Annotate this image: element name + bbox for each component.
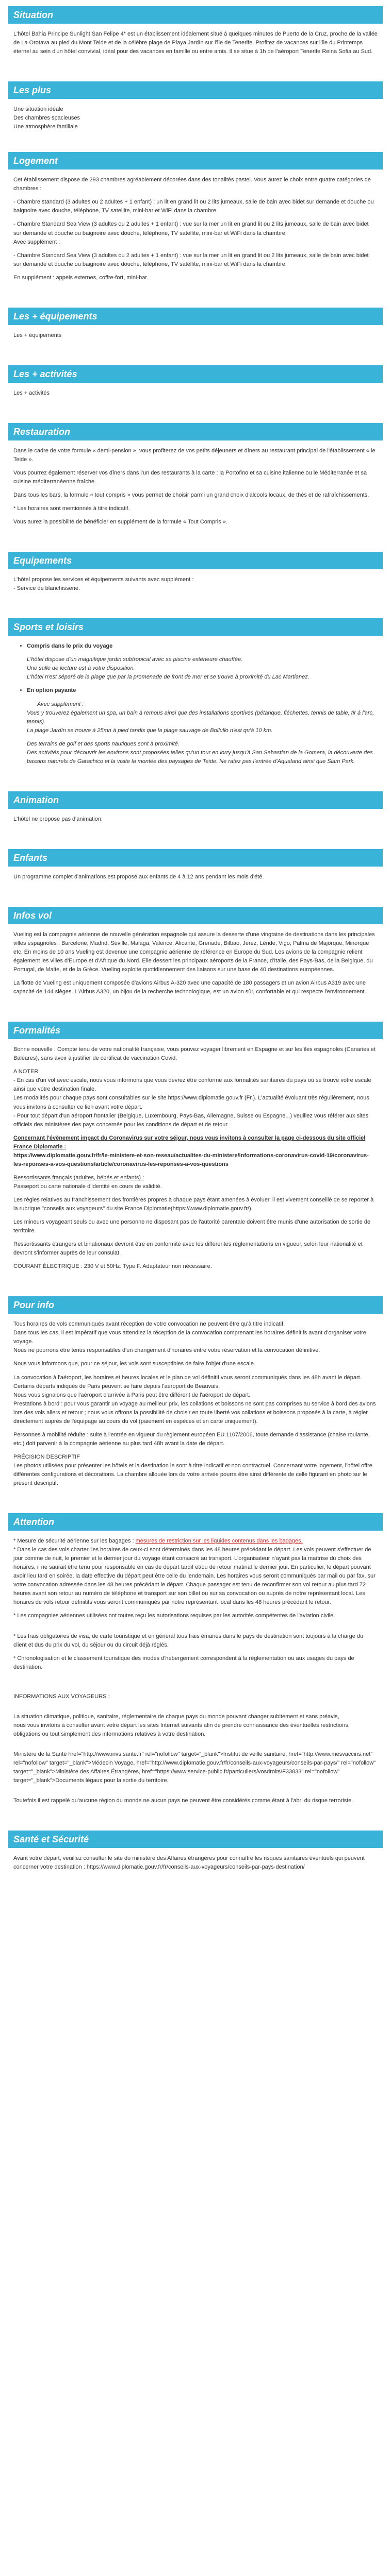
section-header-logement: Logement xyxy=(8,152,383,170)
covid-info-link[interactable]: https://www.diplomatie.gouv.fr/fr/le-ministere-et-son-reseau/actualites-du-ministere/informations-coronavirus-covid-19/coronavirus-les-reponses-a-vos-questions/article/coronavirus-les-reponses-a-vos-questions xyxy=(13,1152,369,1167)
section-body-plus-equipements xyxy=(8,325,383,352)
paragraph: Cet établissement dispose de 293 chambres agréablement décorées dans des tonalités pastel. Vous aurez le choix entre quatre catégories de chambres : xyxy=(13,177,371,192)
section-header-formalites: Formalités xyxy=(8,1022,383,1039)
paragraph: - Pour tout départ d'un aéroport frontalier (Belgique, Luxembourg, Pays-Bas, Allemagne, Suisse ou Espagne...) veuillez vous référer aux sites officiels des ministères des pays concernés pour les conditions de départ et de retour. xyxy=(13,1112,369,1128)
paragraph: - Service de blanchisserie. xyxy=(13,585,80,592)
section-body-formalites xyxy=(8,1039,383,1283)
bullet-heading: • En option payante xyxy=(27,686,378,695)
bullet-list xyxy=(13,642,378,651)
paragraph: L'hôtel dispose d'un magnifique jardin subtropical avec sa piscine extérieure chauffée. xyxy=(27,656,243,663)
paragraph: Des terrains de golf et des sports nautiques sont à proximité. xyxy=(27,740,180,747)
paragraph: PRÉCISION DESCRIPTIF xyxy=(13,1453,80,1460)
paragraph: Les + activités xyxy=(13,389,50,396)
paragraph: - Chambre standard (3 adultes ou 2 adultes + 1 enfant) : un lit en grand lit ou 2 lits jumeaux, salle de bain avec bidet sur demande et douche ou baignoire avec douche, téléphone, TV satellite, mini-bar et WiFi dans la chambre. xyxy=(13,199,374,214)
paragraph: Les + équipements xyxy=(13,332,62,338)
useful-links[interactable]: Ministère de la Santé href="http://www.invs.sante.fr" rel="nofollow" target="_blank">Institut de veille sanitaire, href="http://www.mesvaccins.net" rel="nofollow" target="_blank">Médecin Voyage, href="http://www.diplomatie.gouv.fr/fr/conseils-aux-voyageurs/conseils-par-pays/" rel="nofollow" target="_blank">Ministère des Affaires Étrangères, href="https://www.service-public.fr/particuliers/vosdroits/F33833" rel="nofollow" target="_blank">Documents légaux pour la sortie du territoire. xyxy=(13,1751,376,1784)
paragraph: Dans tous les cas, il est impératif que vous attendiez la réception de la convocation comprenant les horaires définitifs avant d'organiser votre voyage. xyxy=(13,1330,366,1345)
section-header-pour-info: Pour info xyxy=(8,1296,383,1314)
section-body-animation xyxy=(8,809,383,836)
paragraph: L'hôtel ne propose pas d'animation. xyxy=(13,816,103,822)
section-header-sports: Sports et loisirs xyxy=(8,618,383,636)
section-header-plus-activites: Les + activités xyxy=(8,365,383,383)
paragraph: Nous vous informons que, pour ce séjour, les vols sont susceptibles de faire l'objet d'une escale. xyxy=(13,1361,255,1367)
section-header-sante: Santé et Sécurité xyxy=(8,1831,383,1848)
paragraph: La situation climatique, politique, sanitaire, réglementaire de chaque pays du monde pouvant changer subitement et sans préavis, xyxy=(13,1713,339,1720)
paragraph: Vous pourrez également réserver vos dîners dans l'un des restaurants à la carte : la Portofino et sa cuisine italienne ou le Méditerranée et sa cuisine méditerranéenne fraîche. xyxy=(13,469,367,485)
section-body-plus xyxy=(8,99,383,139)
section-header-equipements: Equipements xyxy=(8,552,383,569)
paragraph: L'hôtel propose les services et équipements suivants avec supplément : xyxy=(13,577,194,583)
paragraph: A NOTER xyxy=(13,1069,39,1075)
list-item: Une atmosphère familiale xyxy=(13,124,78,130)
sports-optional xyxy=(13,700,378,766)
paragraph: Vous y trouverez également un spa, un bain à remous ainsi que des installations sportives (pétanque, fléchettes, tennis de table, tir à l'arc, tennis). xyxy=(27,709,374,725)
paragraph: L'hôtel n'est séparé de la plage que par la promenade de front de mer et se trouve à proximité du Lac Martianez. xyxy=(27,674,309,681)
paragraph: Avant votre départ, veuillez consulter le site du ministère des Affaires étrangères pour connaître les risques sanitaires éventuels qui peuvent concerner votre destination : https://www.diplomatie.gouv.fr/fr/conseils-aux-voyageurs/conseils-par-pays-destination/ xyxy=(13,1855,365,1871)
paragraph: Passeport ou carte nationale d'identité en cours de validité. xyxy=(13,1183,162,1190)
section-header-infos-vol: Infos vol xyxy=(8,907,383,924)
paragraph: Dans le cadre de votre formule « demi-pension », vous profiterez de vos petits déjeuners et dîners au restaurant principal de l'établissement « le Teide ». xyxy=(13,447,376,463)
section-header-animation: Animation xyxy=(8,791,383,809)
paragraph: Les règles relatives au franchissement des frontières propres à chaque pays étant amenées à évoluer, il est vivement conseillé de se reporter à la rubrique "conseils aux voyageurs" du site France Diplomatie(https://www.diplomatie.gouv.fr/). xyxy=(13,1196,374,1212)
paragraph: Bonne nouvelle : Compte tenu de votre nationalité française, vous pouvez voyager librement en Espagne et sur les îles espagnoles (Canaries et Baléares), sans avoir à justifier de certificat de vaccination Covid. xyxy=(13,1046,376,1062)
paragraph: Des activités pour découvrir les environs sont proposées telles qu'un tour en lorry jusqu'à San Sebastian de la Gomera, la découverte des bassins naturels de Garachico et la visite la montée des paysages de Teide. Ne ratez pas l'entrée d'Aqualand ainsi que Siam Park. xyxy=(27,749,373,765)
paragraph xyxy=(13,1537,378,1546)
section-body-situation xyxy=(8,24,383,68)
paragraph: Les mineurs voyageant seuls ou avec une personne ne disposant pas de l'autorité parentale doivent être munis d'une autorisation de sortie de territoire. xyxy=(13,1219,371,1234)
list-item: Des chambres spacieuses xyxy=(13,115,80,122)
section-body-attention xyxy=(8,1531,383,1817)
paragraph: Nous ne pourrons être tenus responsables d'un changement d'horaires entre votre réservation et la convocation définitive. xyxy=(13,1347,320,1354)
section-header-attention: Attention xyxy=(8,1513,383,1531)
section-body-sports xyxy=(8,636,383,778)
paragraph: Avec supplément : xyxy=(37,701,84,707)
section-body-infos-vol xyxy=(8,924,383,1008)
paragraph: Personnes à mobilité réduite : suite à l'entrée en vigueur du règlement européen EU 1107/2006, toute demande d'assistance (chaise roulante, etc.) doit parvenir à la compagnie aérienne au plus tard 48h avant la date de départ. xyxy=(13,1431,370,1447)
paragraph: Vueling est la compagnie aérienne de nouvelle génération espagnole qui assure la desserte d'une vingtaine de destinations dans les principales villes espagnoles : Barcelone, Madrid, Séville, Malaga, Valence, Alicante, Grenade, Bilbao, Jerez, Léride, Vigo, Palma de Majorque, Minorque etc. En moins de 10 ans Vueling est devenue une compagnie aérienne de référence en Europe du Sud. Les avions de la compagnie relient également les villes d'Europe et d'Afrique du Nord. Elle dessert les principaux aéroports de la France, d'Italie, des Pays-Bas, de la Belgique, du Portugal, de Malte, et de la Grèce. Vueling exploite quotidiennement des liaisons sur une base de 40 destinations européennes. xyxy=(13,931,375,973)
paragraph: Ressortissants français (adultes, bébés et enfants) : xyxy=(13,1174,144,1181)
paragraph: INFORMATIONS AUX VOYAGEURS : xyxy=(13,1693,110,1700)
bullet-heading: • Compris dans le prix du voyage xyxy=(27,642,378,651)
text: * Mesure de sécurité aérienne sur les bagages : xyxy=(13,1538,136,1545)
paragraph: Toutefois il est rappelé qu'aucune région du monde ne aucun pays ne peuvent être considérés comme étant à l'abri du risque terroriste. xyxy=(13,1798,353,1804)
paragraph: * Les compagnies aériennes utilisées ont toutes reçu les autorisations requises par les autorités compétentes de l'aviation civile. xyxy=(13,1613,335,1619)
paragraph: * Les frais obligatoires de visa, de carte touristique et en général tous frais émanés dans le pays de destination sont toujours à la charge du client et dus du prix du vol, du séjour ou du circuit déjà réglés. xyxy=(13,1633,364,1648)
paragraph: Dans tous les bars, la formule « tout compris » vous permet de choisir parmi un grand choix d'alcools locaux, de thés et de rafraîchissements. xyxy=(13,492,369,499)
liquids-restriction-link[interactable]: mesures de restriction sur les liquides contenus dans les bagages. xyxy=(135,1538,303,1545)
paragraph: L'hôtel Bahia Principe Sunlight San Felipe 4* est un établissement idéalement situé à quelques minutes de Puerto de la Cruz, proche de la vallée de La Orotava au pied du Mont Teide et de la célèbre plage de Playa Jardín sur l'île de Tenerife. Profitez de vacances sur l'île du Printemps éternel au sein d'un hôtel convivial, idéal pour des vacances en famille ou entre amis. Il se situe à 1h de l'aéroport Tenerife Reina Sofia au Sud. xyxy=(13,31,378,55)
section-body-plus-activites xyxy=(8,383,383,410)
paragraph: Une salle de lecture est à votre disposition. xyxy=(27,665,135,672)
section-body-equipements xyxy=(8,569,383,605)
section-body-restauration xyxy=(8,440,383,538)
paragraph: Les photos utilisées pour présenter les hôtels et la destination le sont à titre indicatif et non contractuel. Concernant votre logement, l'hôtel offre différentes configurations et décorations. La chambre allouée lors de votre arrivée pourra être ainsi différente de celle figurant en photo sur le présent descriptif. xyxy=(13,1462,372,1487)
list-item: Une situation idéale xyxy=(13,106,63,113)
section-body-enfants xyxy=(8,867,383,893)
paragraph: COURANT ÉLECTRIQUE : 230 V et 50Hz. Type F. Adaptateur non nécessaire. xyxy=(13,1263,212,1270)
bullet-list xyxy=(13,686,378,695)
section-body-logement xyxy=(8,170,383,294)
paragraph: * Dans le cas des vols charter, les horaires de ceux-ci sont déterminés dans les 48 heures précédant le départ. Les vols peuvent s'effectuer de jour comme de nuit, le premier et le dernier jour du voyage étant consacré au transport. L'organisateur n'ayant pas la maîtrise du choix des horaires, il ne saurait être tenu pour responsable en cas de départ tardif et/ou de retour matinal le dernier jour. En particulier, le départ pouvant avoir lieu tard en soirée, la date effective du départ peut être celle du lendemain. Les horaires vous seront communiqués par mail ou par fax, sur votre convocation adressée dans les 48 heures précédant le départ. Chaque passager est tenu de reconfirmer son vol retour au plus tard 72 heures avant son retour au numéro de téléphone et transport sur son billet ou sur sa convocation ou auprès de notre représentant local. Les horaires de vols retour définitifs vous seront communiqués par notre représentant local dans les 48 heures précédant le retour. xyxy=(13,1547,376,1606)
paragraph: Vous aurez la possibilité de bénéficier en supplément de la formule « Tout Compris ». xyxy=(13,519,227,526)
paragraph: * Les horaires sont mentionnés à titre indicatif. xyxy=(13,505,130,512)
paragraph: La flotte de Vueling est uniquement composée d'avions Airbus A-320 avec une capacité de 180 passagers et un avion Airbus A319 avec une capacité de 144 sièges. L'Airbus A320, un bijou de la recherche technologique, est un avion sûr, confortable et qui respecte l'environnement. xyxy=(13,980,366,995)
paragraph: Concernant l'évènement impact du Coronavirus sur votre séjour, nous vous invitons à consulter la page ci-dessous du site officiel France Diplomatie : xyxy=(13,1134,366,1150)
section-header-plus-equipements: Les + équipements xyxy=(8,308,383,325)
section-header-plus: Les plus xyxy=(8,81,383,99)
paragraph: - En cas d'un vol avec escale, nous vous informons que vous devrez être conforme aux formalités sanitaires du pays où se trouve votre escale ainsi que votre destination finale. xyxy=(13,1077,371,1093)
paragraph: Prestations à bord : pour vous garantir un voyage au meilleur prix, les collations et boissons ne sont pas comprises au service à bord des avions lors des vols allers et retour ; nous vous offrons la possibilité de choisir en toute liberté vos collations et boissons proposés à la carte, à régler directement auprès de l'équipage au cours du vol (paiement en espèces et en carte uniquement). xyxy=(13,1400,376,1425)
paragraph: * Chronologisation et le classement touristique des modes d'hébergement correspondent à la réglementation ou aux usages du pays de destination. xyxy=(13,1655,354,1670)
paragraph: nous vous invitons à consulter avant votre départ les sites Internet suivants afin de prendre connaissance des éventuelles restrictions, obligations ou tout simplement des informations relatives à votre destination. xyxy=(13,1722,350,1737)
paragraph: Les modalités pour chaque pays sont consultables sur le site https://www.diplomatie.gouv.fr (Fr.). L'actualité évoluant très régulièrement, nous vous invitons à consulter ce lien avant votre départ. xyxy=(13,1095,369,1110)
paragraph: Nous vous signalons que l'aéroport d'arrivée à Paris peut être différent de l'aéroport de départ. xyxy=(13,1392,251,1398)
paragraph: Avec supplément : xyxy=(13,239,60,245)
sports-included xyxy=(13,655,378,682)
section-header-situation: Situation xyxy=(8,6,383,24)
section-body-sante xyxy=(8,1848,383,1884)
paragraph: Un programme complet d'animations est proposé aux enfants de 4 à 12 ans pendant les mois d'été. xyxy=(13,873,264,880)
section-header-enfants: Enfants xyxy=(8,849,383,867)
paragraph: Ressortissants étrangers et binationaux devront être en conformité avec les différentes réglementations en vigueur, selon leur nationalité et devront s'informer auprès de leur consulat. xyxy=(13,1241,363,1257)
paragraph: - Chambre Standard Sea View (3 adultes ou 2 adultes + 1 enfant) : vue sur la mer un lit en grand lit ou 2 lits jumeaux, salle de bain avec bidet sur demande et douche ou baignoire avec douche, téléphone, TV satellite, mini-bar et WiFi dans la chambre. xyxy=(13,252,369,267)
section-header-restauration: Restauration xyxy=(8,423,383,440)
section-body-pour-info xyxy=(8,1314,383,1500)
paragraph: En supplément : appels externes, coffre-fort, mini-bar. xyxy=(13,274,149,281)
paragraph: La plage Jardín se trouve à 25mn à pied tandis que la plage sauvage de Bollullo n'est qu'à 10 km. xyxy=(27,727,273,734)
paragraph: La convocation à l'aéroport, les horaires et heures locales et le plan de vol définitif vous seront communiqués dans les 48h avant le départ. xyxy=(13,1374,362,1381)
paragraph: - Chambre Standard Sea View (3 adultes ou 2 adultes + 1 enfant) : vue sur la mer un lit en grand lit ou 2 lits jumeaux, salle de bain avec bidet sur demande et douche ou baignoire avec douche, téléphone, TV satellite, mini-bar et WiFi dans la chambre. xyxy=(13,221,369,236)
paragraph: Tous horaires de vols communiqués avant réception de votre convocation ne peuvent être qu'à titre indicatif. xyxy=(13,1321,285,1328)
paragraph: Certains départs indiqués de Paris peuvent se faire depuis l'aéroport de Beauvais. xyxy=(13,1383,220,1389)
